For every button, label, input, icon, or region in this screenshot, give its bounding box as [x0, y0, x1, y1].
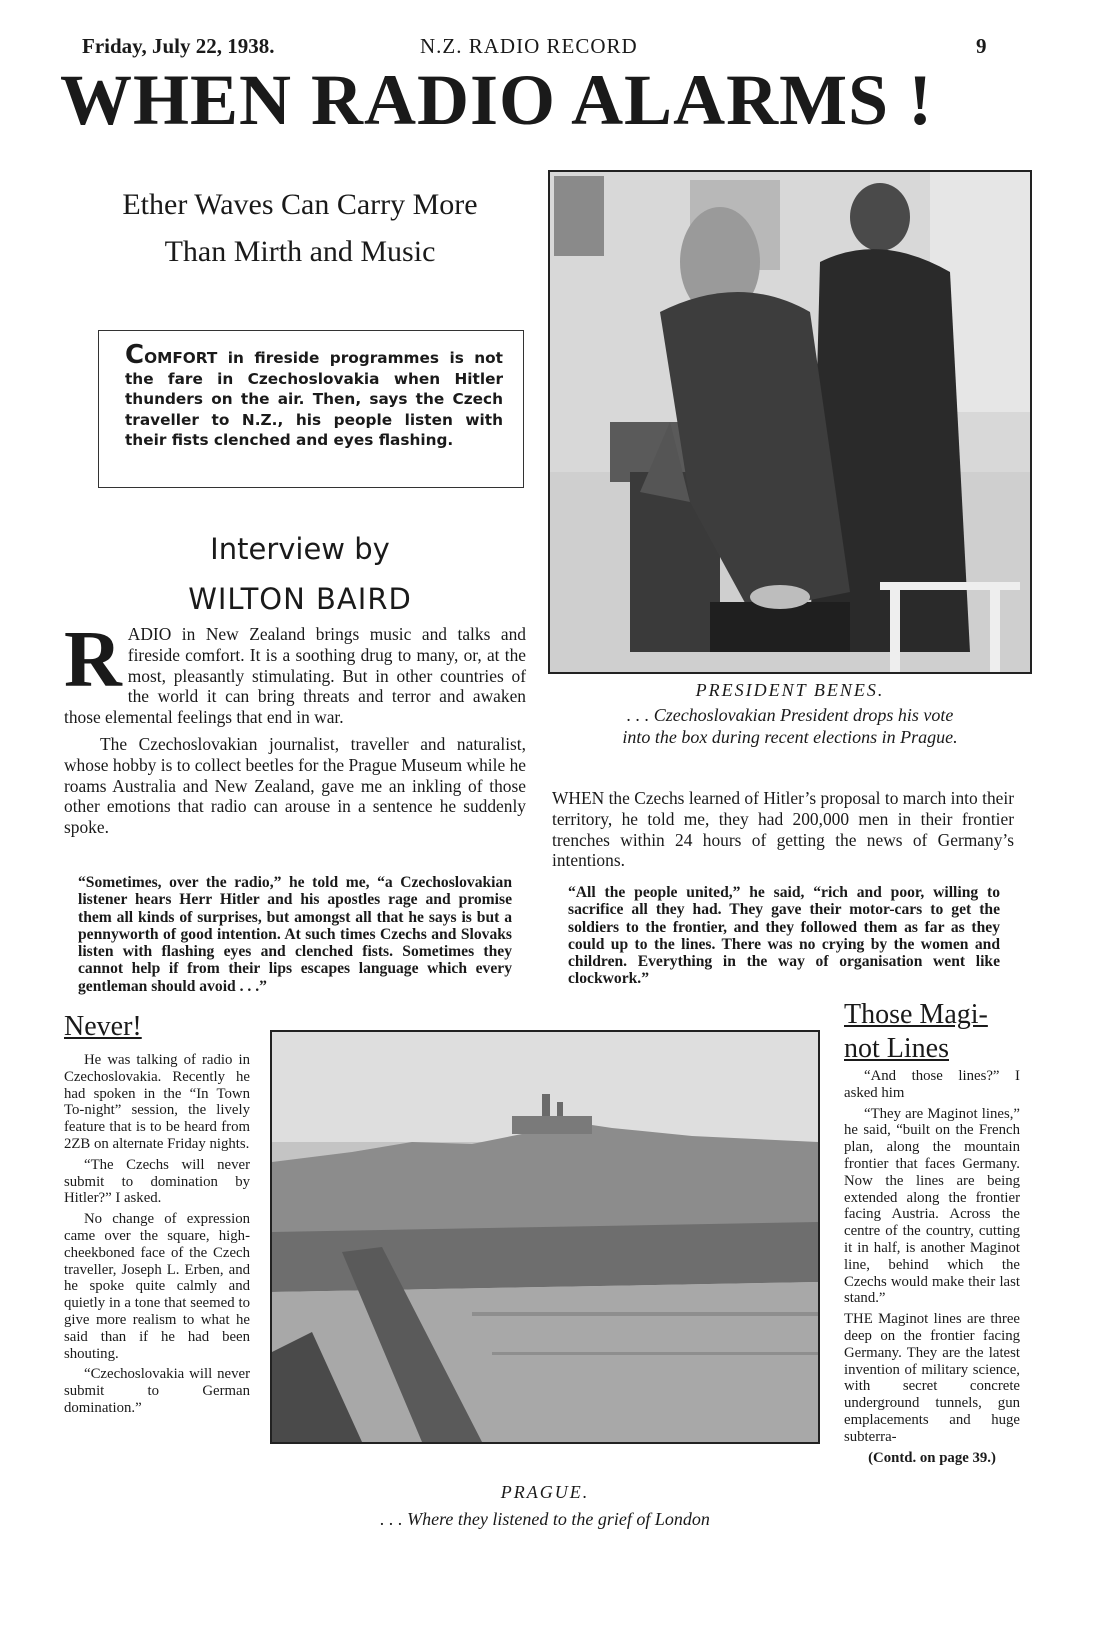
never-paragraph-2: “The Czechs will never submit to domination by Hitler?” I asked. — [64, 1156, 250, 1207]
never-paragraph-3: No change of expression came over the square, high-cheekboned face of the Czech traveller, Joseph L. Erben, and he spoke quite calmly and quietly in a tone that seemed to give more realism to what he said than if he had been shouting. — [64, 1211, 250, 1362]
right-column-quote: “All the people united,” he said, “rich and poor, willing to sacrifice all they had. They gave their motor-cars to get the soldiers to the frontier, and they followed them as far as they could up to the lines. There was no crying by the women and children. Everything in the way of organisation went like clockwork.” — [568, 884, 1000, 988]
never-column — [64, 1010, 250, 1421]
intro-text: OMFORT in fireside programmes is not the fare in Czechoslovakia when Hitler thunders on the air. Then, says the Czech traveller to N.Z., his people listen with their fists clenched and eyes flashing. — [125, 349, 503, 449]
photo-president-benes — [548, 170, 1032, 674]
drop-cap: R — [64, 616, 122, 704]
maginot-paragraph-3: THE Maginot lines are three deep on the frontier facing Germany. They are the latest invention of military science, with secret concrete underground tunnels, gun emplacements and huge subterra- — [844, 1311, 1020, 1445]
continued-note: (Contd. on page 39.) — [868, 1449, 996, 1466]
subhead — [70, 182, 530, 275]
maginot-paragraph-2: “They are Maginot lines,” he said, “built on the French plan, along the mountain frontier that faces Germany. Now the lines are being extended along the frontier facing Austria. Across the centre of the country, cutting it in half, is another Maginot line, behind which the Czechs would make their last stand.” — [844, 1105, 1020, 1307]
maginot-paragraph-1: “And those lines?” I asked him — [844, 1068, 1020, 1101]
intro-initial: C — [125, 340, 145, 370]
byline-author: WILTON BAIRD — [188, 582, 412, 616]
photo-prague-image — [272, 1032, 818, 1442]
subhead-line-1: Ether Waves Can Carry More — [122, 188, 478, 221]
article-paragraph-2: The Czechoslovakian journalist, traveller and naturalist, whose hobby is to collect beetles for the Prague Museum while he roams Australia and New Zealand, gave me an inkling of those other emotions that radio can arouse in a sentence he suddenly spoke. — [64, 733, 526, 838]
article-quote: “Sometimes, over the radio,” he told me, “a Czechoslovakian listener hears Herr Hitler and his apostles rage and promise them all kinds of surprises, but amongst all that he says is but a pennyworth of good intention. At such times Czechs and Slovaks listen with flashing eyes and clenched fists. Sometimes they cannot help if from their lips escapes language which every gentleman should avoid . . .” — [78, 874, 512, 995]
maginot-heading-line-1: Those Magi- — [844, 999, 988, 1030]
byline-label: Interview by — [210, 532, 390, 566]
maginot-heading-line-2: not Lines — [844, 1033, 949, 1064]
headline: WHEN RADIO ALARMS ! — [60, 60, 934, 140]
prague-caption-title: PRAGUE. — [500, 1482, 590, 1502]
maginot-column — [844, 998, 1020, 1470]
page-number: 9 — [976, 34, 987, 58]
intro-box — [98, 330, 524, 488]
benes-caption — [548, 704, 1032, 748]
issue-date: Friday, July 22, 1938. — [82, 34, 275, 58]
benes-caption-title: PRESIDENT BENES. — [695, 680, 885, 700]
prague-caption: . . . Where they listened to the grief of London — [380, 1509, 710, 1529]
never-heading: Never! — [64, 1011, 142, 1042]
subhead-line-2: Than Mirth and Music — [164, 234, 436, 268]
benes-caption-line-1: . . . Czechoslovakian President drops his vote — [626, 705, 954, 725]
photo-prague — [270, 1030, 820, 1444]
never-paragraph-1: He was talking of radio in Czechoslovakia. Recently he had spoken in the “In Town To-night” session, the lively feature that is to be heard from 2ZB on alternate Friday nights. — [64, 1052, 250, 1152]
publication-name: N.Z. RADIO RECORD — [420, 34, 638, 58]
article-body — [64, 616, 526, 838]
photo-benes-image — [550, 172, 1030, 672]
benes-caption-line-2: into the box during recent elections in Prague. — [622, 727, 958, 747]
right-column-paragraph: WHEN the Czechs learned of Hitler’s proposal to march into their territory, he told me, they had 200,000 men in their frontier trenches within 24 hours of getting the news of Germany’s intentions. — [552, 788, 1014, 871]
article-paragraph-1: ADIO in New Zealand brings music and talks and fireside comfort. It is a soothing drug to many, or, at the most, pleasantly stimulating. But in other countries of the world it can bring threats and terror and awaken those elemental feelings that end in war. — [64, 624, 526, 728]
never-paragraph-4: “Czechoslovakia will never submit to German domination.” — [64, 1366, 250, 1416]
